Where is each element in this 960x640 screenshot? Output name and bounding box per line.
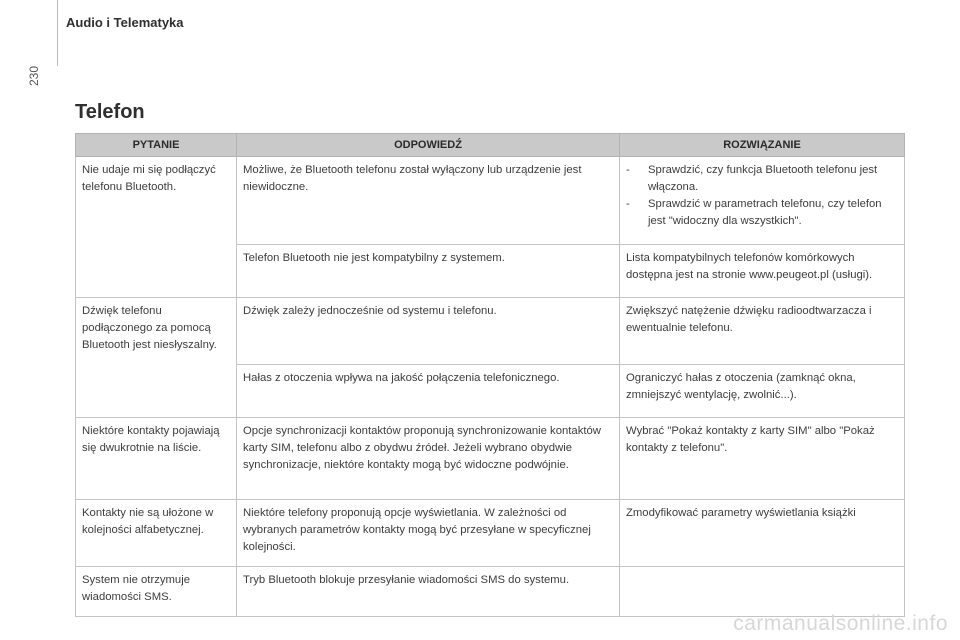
- faq-table: [75, 133, 905, 617]
- solution-cell: [620, 567, 905, 617]
- solution-cell: [620, 157, 905, 245]
- table-row: [76, 418, 905, 500]
- section-header: Audio i Telematyka: [66, 15, 184, 30]
- solution-list-item: - Sprawdzić w parametrach telefonu, czy telefon jest "widoczny dla wszystkich".: [626, 198, 882, 227]
- page-title: Telefon: [75, 101, 145, 123]
- answer-cell: Opcje synchronizacji kontaktów proponują synchronizowanie kontaktów karty SIM, telefonu albo z obydwu źródeł. Jeżeli wybrano obydwie synchronizacje, niektóre kontakty mogą być widoczne podwójnie.: [237, 418, 620, 500]
- table-header-row: [76, 134, 905, 157]
- answer-cell: Możliwe, że Bluetooth telefonu został wyłączony lub urządzenie jest niewidoczne.: [237, 157, 620, 245]
- solution-cell: Zmodyfikować parametry wyświetlania książki: [620, 500, 905, 567]
- question-cell: Niektóre kontakty pojawiają się dwukrotnie na liście.: [76, 418, 237, 500]
- answer-cell: Hałas z otoczenia wpływa na jakość połączenia telefonicznego.: [237, 365, 620, 418]
- solution-cell: Lista kompatybilnych telefonów komórkowych dostępna jest na stronie www.peugeot.pl (usługi).: [620, 245, 905, 298]
- table-row: [76, 298, 905, 365]
- solution-cell: Wybrać "Pokaż kontakty z karty SIM" albo "Pokaż kontakty z telefonu".: [620, 418, 905, 500]
- question-cell: Nie udaje mi się podłączyć telefonu Bluetooth.: [76, 157, 237, 298]
- table-row: [76, 567, 905, 617]
- table-row: [76, 500, 905, 567]
- solution-cell: Zwiększyć natężenie dźwięku radioodtwarzacza i ewentualnie telefonu.: [620, 298, 905, 365]
- answer-cell: Telefon Bluetooth nie jest kompatybilny z systemem.: [237, 245, 620, 298]
- answer-cell: Tryb Bluetooth blokuje przesyłanie wiadomości SMS do systemu.: [237, 567, 620, 617]
- column-header-answer: ODPOWIEDŹ: [237, 134, 620, 157]
- column-header-solution: ROZWIĄZANIE: [620, 134, 905, 157]
- page-number: 230: [27, 65, 41, 86]
- answer-cell: Dźwięk zależy jednocześnie od systemu i telefonu.: [237, 298, 620, 365]
- question-cell: System nie otrzymuje wiadomości SMS.: [76, 567, 237, 617]
- answer-cell: Niektóre telefony proponują opcje wyświetlania. W zależności od wybranych parametrów kontakty mogą być przesyłane w specyficznej kolejności.: [237, 500, 620, 567]
- table-row: [76, 157, 905, 245]
- solution-list-item: - Sprawdzić, czy funkcja Bluetooth telefonu jest włączona.: [626, 164, 878, 193]
- question-cell: Kontakty nie są ułożone w kolejności alfabetycznej.: [76, 500, 237, 567]
- header-divider: [57, 0, 58, 66]
- column-header-question: PYTANIE: [76, 134, 237, 157]
- question-cell: Dźwięk telefonu podłączonego za pomocą Bluetooth jest niesłyszalny.: [76, 298, 237, 418]
- watermark: carmanualsonline.info: [733, 612, 948, 635]
- solution-cell: Ograniczyć hałas z otoczenia (zamknąć okna, zmniejszyć wentylację, zwolnić...).: [620, 365, 905, 418]
